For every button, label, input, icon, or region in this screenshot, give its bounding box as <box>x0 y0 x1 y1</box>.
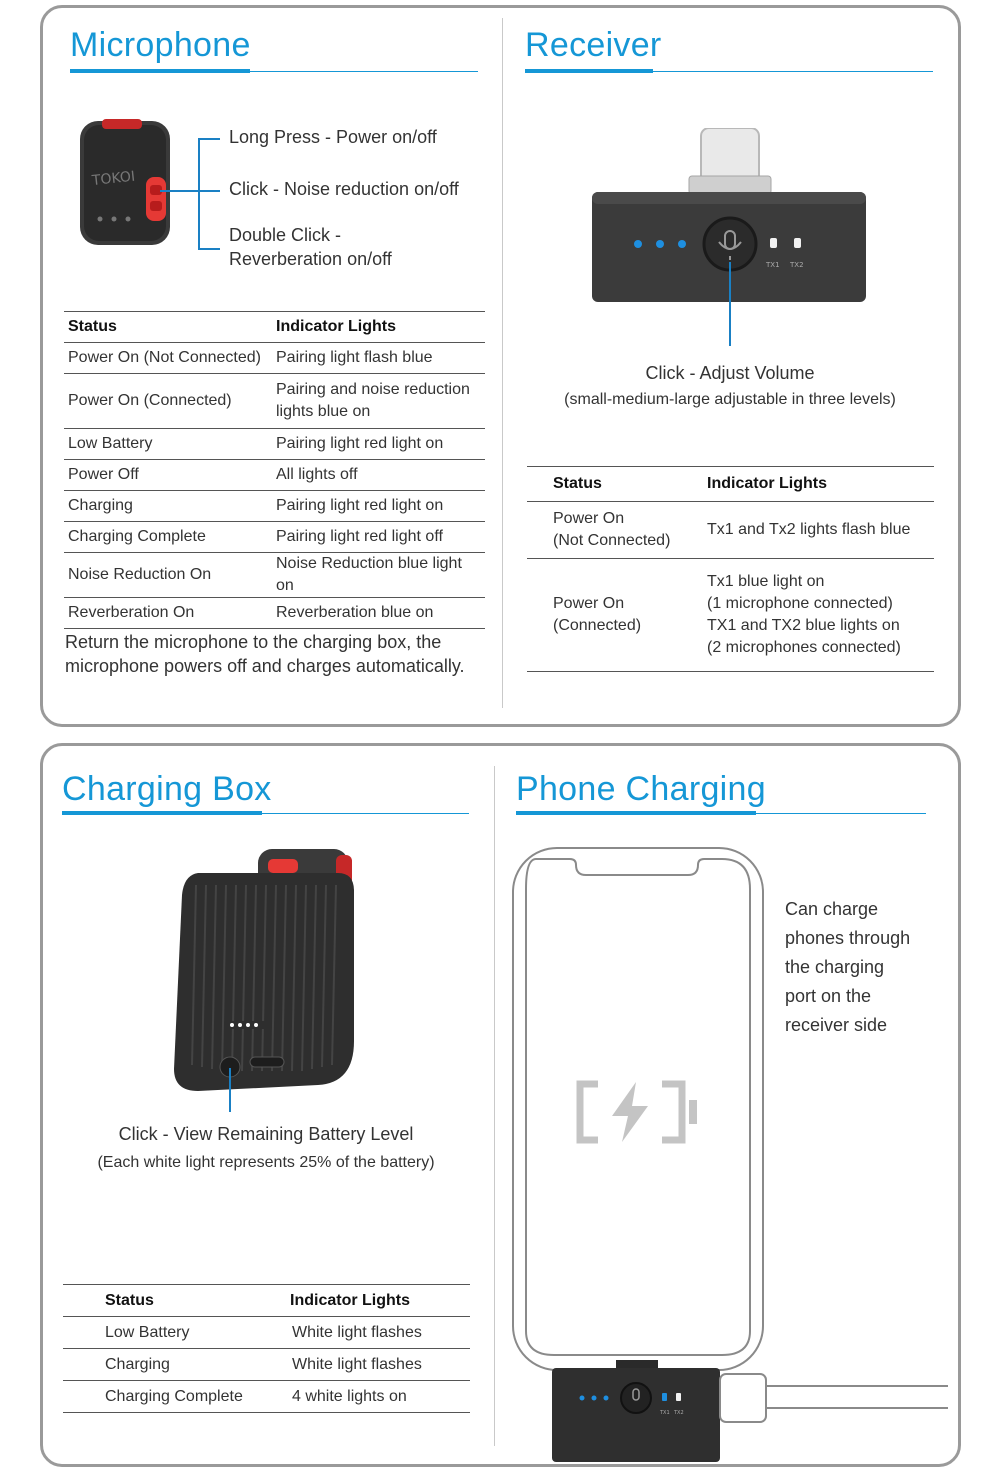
table-header-row <box>527 467 934 502</box>
status-header: Status <box>105 1291 154 1309</box>
lights-line: (2 microphones connected) <box>707 639 901 656</box>
description-line: phones through <box>785 928 911 948</box>
table-row <box>63 1349 470 1381</box>
charging-box-image <box>168 845 358 1095</box>
mic-callout-top <box>198 138 220 140</box>
phone-charging-title-underline <box>516 811 756 815</box>
mic-callout-bottom <box>198 248 220 250</box>
status-cell: Charging <box>105 1355 170 1373</box>
battery-charging-icon <box>576 1080 700 1144</box>
receiver-led <box>634 240 642 248</box>
status-cell: Reverberation On <box>68 604 195 621</box>
receiver-title-underline <box>525 69 653 73</box>
table-row <box>64 429 485 460</box>
table-row <box>63 1381 470 1413</box>
lights-line: (1 microphone connected) <box>707 595 893 612</box>
mic-double-click-label-2: Reverberation on/off <box>229 249 392 269</box>
lights-cell: 4 white lights on <box>292 1387 407 1405</box>
table-row <box>64 522 485 553</box>
status-cell: Low Battery <box>68 435 153 452</box>
description-line: the charging <box>785 957 885 977</box>
table-header-row <box>63 1285 470 1317</box>
description-line: Can charge <box>785 899 879 919</box>
phone-charging-title: Phone Charging <box>516 770 766 808</box>
table-row <box>64 598 485 629</box>
mic-double-click-label-1: Double Click - <box>229 225 342 245</box>
receiver-status-table <box>527 466 934 672</box>
receiver-action-sub: (small-medium-large adjustable in three levels) <box>564 391 896 408</box>
table-row <box>64 491 485 522</box>
microphone-title: Microphone <box>70 26 251 64</box>
receiver-title: Receiver <box>525 26 662 64</box>
lights-cell <box>703 559 934 672</box>
status-cell <box>527 502 703 559</box>
microphone-brand: TOKOI <box>91 168 136 190</box>
table-row <box>63 1317 470 1349</box>
phone-receiver-tx2-label: TX2 <box>674 1410 684 1416</box>
charging-box-callout-line <box>229 1068 231 1112</box>
lights-cell: Noise Reduction blue light on <box>276 555 462 594</box>
description-line: receiver side <box>785 1015 888 1035</box>
table-row <box>64 460 485 491</box>
indicator-header: Indicator Lights <box>276 318 396 335</box>
phone-receiver-tx1-label: TX1 <box>660 1410 670 1416</box>
table-row <box>527 502 934 559</box>
top-divider <box>502 18 503 708</box>
status-cell: Charging Complete <box>105 1387 243 1405</box>
status-line: Power On <box>553 595 625 612</box>
receiver-led <box>678 240 686 248</box>
lights-line: TX1 and TX2 blue lights on <box>707 617 900 634</box>
table-row <box>64 553 485 598</box>
receiver-led <box>656 240 664 248</box>
charging-box-action-label: Click - View Remaining Battery Level <box>118 1124 414 1144</box>
mic-callout-vertical <box>198 138 200 250</box>
indicator-header: Indicator Lights <box>707 475 827 492</box>
status-cell: Power On (Not Connected) <box>68 349 261 366</box>
lights-cell: Tx1 and Tx2 lights flash blue <box>707 521 911 538</box>
status-header: Status <box>553 475 602 492</box>
charging-box-status-table <box>63 1284 470 1413</box>
lights-line: Pairing and noise reduction <box>276 381 470 398</box>
mic-click-label: Click - Noise reduction on/off <box>229 179 459 199</box>
lights-cell <box>272 374 485 429</box>
microphone-title-underline <box>70 69 250 73</box>
lights-line: lights blue on <box>276 403 371 420</box>
receiver-tx1-label: TX1 <box>766 261 780 269</box>
status-cell: Charging Complete <box>68 528 206 545</box>
lights-cell: Reverberation blue on <box>276 604 434 621</box>
microphone-note-line-1: Return the microphone to the charging box, the <box>65 632 442 652</box>
microphone-status-table <box>64 311 485 629</box>
receiver-led <box>580 1396 585 1401</box>
lights-line: Tx1 blue light on <box>707 573 825 590</box>
table-row <box>64 374 485 429</box>
receiver-action-label: Click - Adjust Volume <box>645 363 815 383</box>
indicator-header: Indicator Lights <box>290 1291 410 1309</box>
status-line: (Connected) <box>553 617 642 634</box>
lights-cell: Pairing light red light on <box>276 435 444 452</box>
charging-box-title-underline <box>62 811 262 815</box>
phone-charging-description <box>785 895 910 1040</box>
microphone-note-line-2: microphone powers off and charges automatically. <box>65 656 465 676</box>
lights-cell: White light flashes <box>292 1355 422 1373</box>
mic-callout-mid <box>160 190 220 192</box>
receiver-led <box>592 1396 597 1401</box>
table-row <box>527 559 934 672</box>
lights-cell: Pairing light flash blue <box>276 349 433 366</box>
status-cell: Power Off <box>68 466 139 483</box>
status-cell: Power On (Connected) <box>68 392 232 409</box>
phone-receiver-image <box>550 1358 950 1464</box>
lights-cell: All lights off <box>276 466 358 483</box>
status-cell: Low Battery <box>105 1323 190 1341</box>
status-cell: Charging <box>68 497 133 514</box>
microphone-device-image <box>72 115 182 250</box>
receiver-led <box>604 1396 609 1401</box>
table-header-row <box>64 312 485 343</box>
lights-cell: Pairing light red light on <box>276 497 444 514</box>
charging-box-title: Charging Box <box>62 770 272 808</box>
bottom-divider <box>494 766 495 1446</box>
lights-cell: White light flashes <box>292 1323 422 1341</box>
table-row <box>64 343 485 374</box>
charging-box-action-sub: (Each white light represents 25% of the battery) <box>97 1154 435 1171</box>
receiver-callout-line <box>729 262 731 346</box>
lights-cell: Pairing light red light off <box>276 528 443 545</box>
status-line: Power On <box>553 510 625 527</box>
mic-long-press-label: Long Press - Power on/off <box>229 127 437 147</box>
status-cell: Noise Reduction On <box>68 566 212 583</box>
status-line: (Not Connected) <box>553 532 671 549</box>
receiver-tx2-label: TX2 <box>790 261 804 269</box>
status-header: Status <box>68 318 117 335</box>
status-cell <box>527 559 703 672</box>
description-line: port on the <box>785 986 872 1006</box>
